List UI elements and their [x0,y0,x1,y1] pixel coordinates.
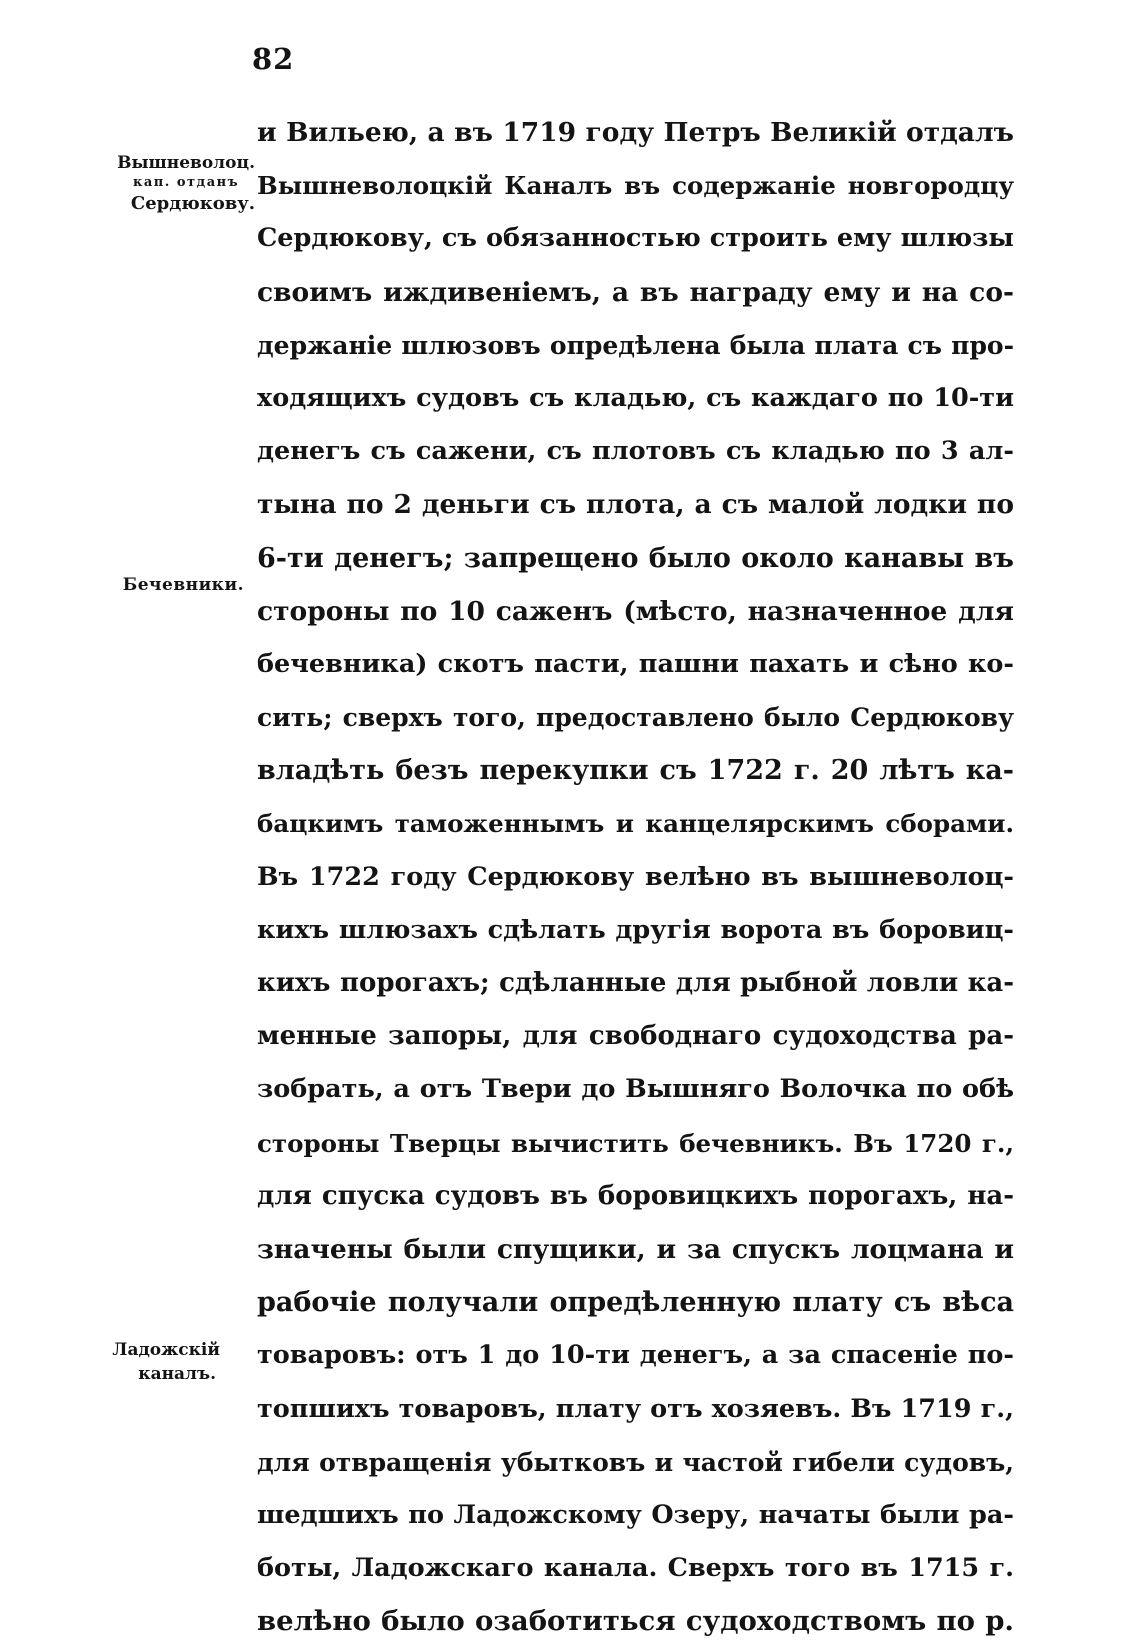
text-line: денегъ съ сажени, съ плотовъ съ кладью по 3 ал- [257,436,1014,467]
text-line: стороны по 10 саженъ (мѣсто, назначенное для [257,595,1014,627]
margin-note-vyshnevolotsk-canal [117,151,255,217]
text-line: сить; сверхъ того, предоставлено было Сердюкову [257,703,1014,733]
text-line: для спуска судовъ въ боровицкихъ порогахъ, на- [257,1180,1014,1211]
text-line: боты, Ладожскаго канала. Сверхъ того въ 1715 г. [257,1553,1014,1584]
text-line: шедшихъ по Ладожскому Озеру, начаты были ра- [257,1499,1014,1530]
margin-note-line: кап. отданъ [132,175,240,190]
margin-note-bechevniki [123,572,244,598]
text-line: владѣть безъ перекупки съ 1722 г. 20 лѣтъ ка- [257,755,1014,787]
text-line: ходящихъ судовъ съ кладью, съ каждаго по 10-ти [257,382,1014,413]
text-line: бечевника) скотъ пасти, пашни пахать и сѣно ко- [257,648,1014,679]
text-line: кихъ шлюзахъ сдѣлать другія ворота въ боровиц- [257,914,1014,945]
text-line: стороны Тверцы вычистить бечевникъ. Въ 1720 г., [257,1128,1014,1158]
body-text [257,106,1014,1648]
text-line: Сердюкову, съ обязанностью строить ему шлюзы [257,223,1014,254]
text-line: зобрать, а отъ Твери до Вышняго Волочка по обѣ [257,1074,1014,1105]
text-line: своимъ иждивеніемъ, а въ награду ему и на со- [257,276,1014,308]
text-line: 6-ти денегъ; запрещено было около канавы въ [257,542,1014,574]
text-line: топшихъ товаровъ, плату отъ хозяевъ. Въ 1719 г., [257,1393,1014,1424]
text-line: товаровъ: отъ 1 до 10-ти денегъ, а за спасеніе по- [257,1340,1014,1371]
margin-note-line: каналъ. [138,1364,216,1384]
text-line: кихъ порогахъ; сдѣланные для рыбной ловли ка- [257,968,1014,998]
text-line: тына по 2 деньги съ плота, а съ малой лодки по [257,489,1014,521]
text-line: держаніе шлюзовъ опредѣлена была плата съ про- [257,330,1014,360]
text-line: Вышневолоцкій Каналъ въ содержаніе новгородцу [257,171,1014,201]
text-line: значены были спущики, и за спускъ лоцмана и [257,1233,1014,1265]
margin-note-line: Ладожскій [112,1340,220,1360]
text-line: и Вильею, а въ 1719 году Петръ Великій отдалъ [257,117,1014,148]
text-line: менные запоры, для свободнаго судоходства ра- [257,1021,1014,1052]
text-line: бацкимъ таможеннымъ и канцелярскимъ сборами. [257,809,1014,839]
text-line: велѣно было озаботиться судоходствомъ по р. [257,1605,1014,1638]
margin-note-ladoga-canal [112,1338,220,1386]
text-line: Въ 1722 году Сердюкову велѣно въ вышневолоц- [257,861,1014,892]
margin-note-line: Сердюкову. [130,193,255,214]
margin-note-line: Бечевники. [122,575,244,595]
page-number: 82 [252,42,295,76]
text-line: для отвращенія убытковъ и частой гибели судовъ, [257,1447,1014,1477]
text-line: рабочіе получали опредѣленную плату съ вѣса [257,1287,1014,1319]
margin-note-line: Вышневолоц. [117,153,255,173]
